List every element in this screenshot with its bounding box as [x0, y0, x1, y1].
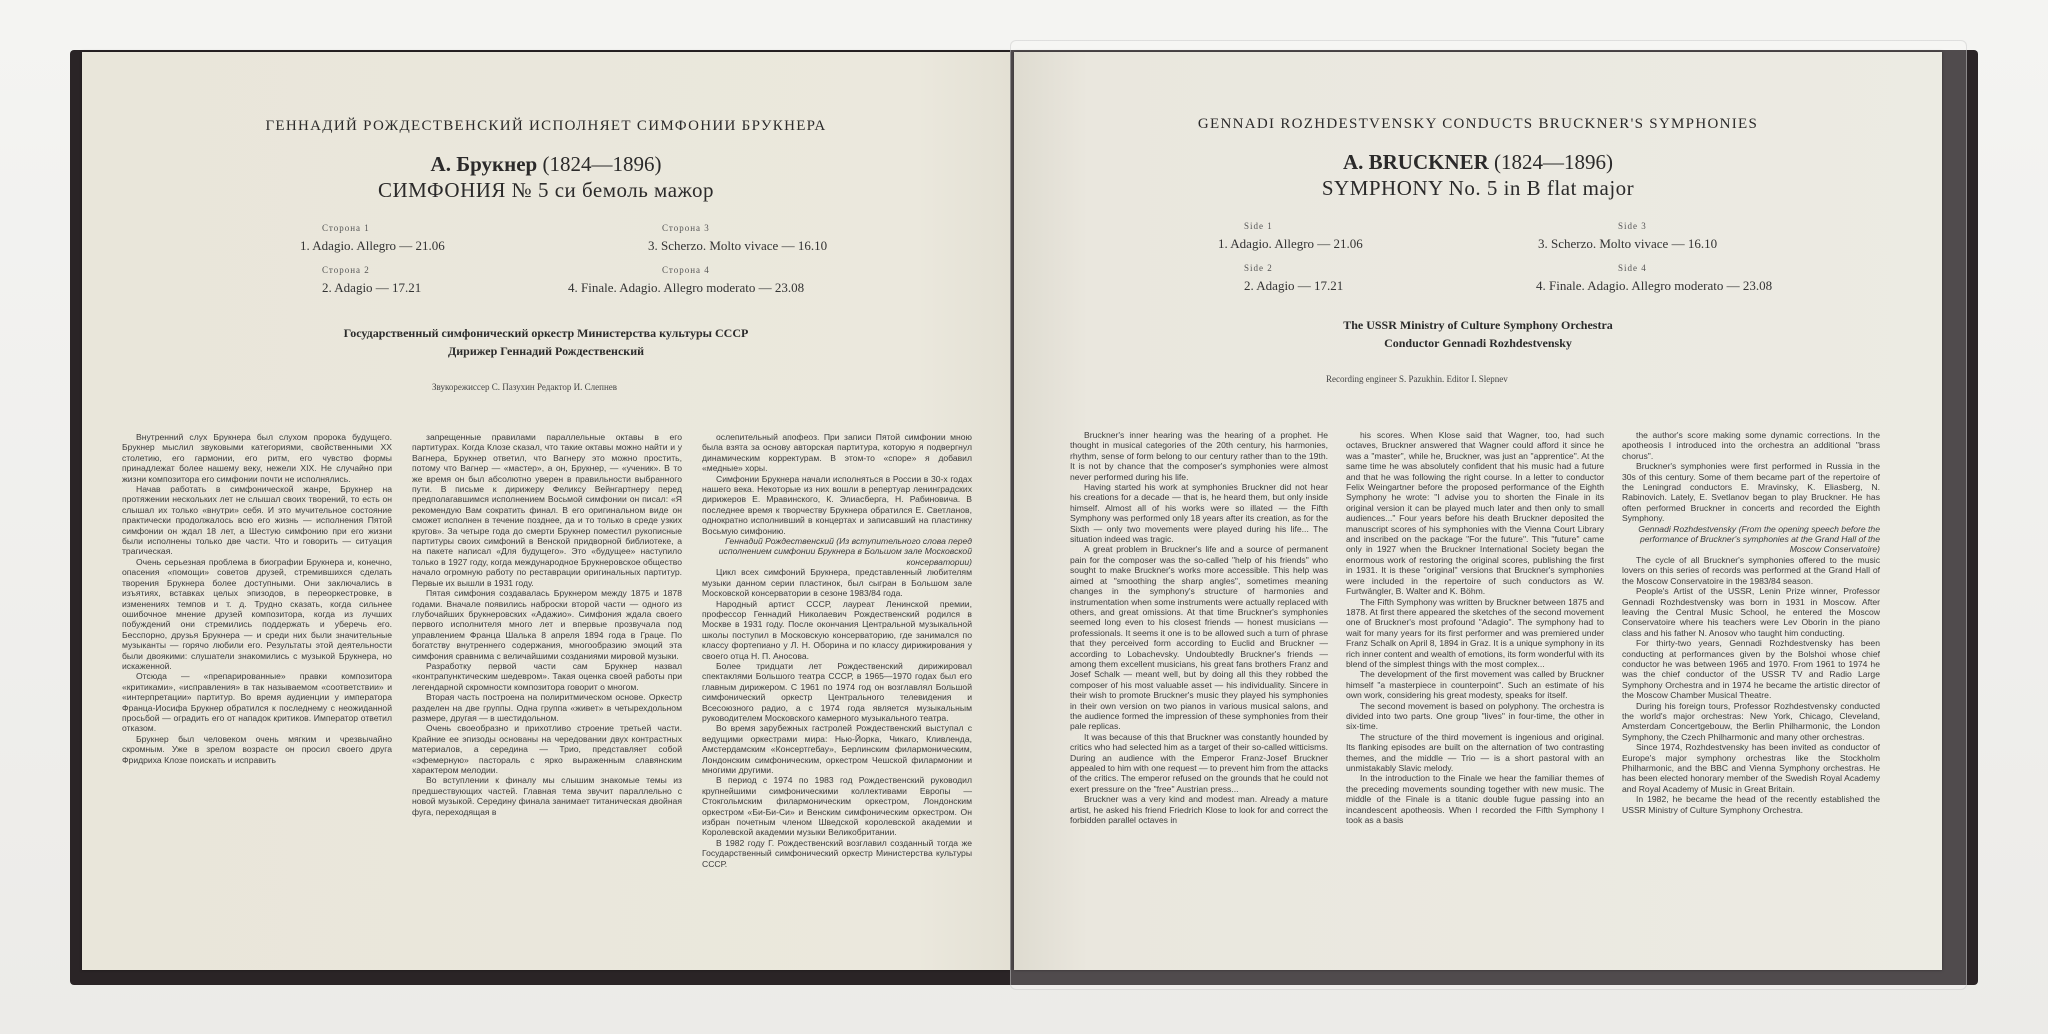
side-4-label: Сторона 4 — [662, 265, 710, 275]
side-1-label: Side 1 — [1244, 221, 1273, 231]
movement-4: 4. Finale. Adagio. Allegro moderato — 23.08 — [568, 280, 805, 295]
paragraph: The structure of the third movement is ingenious and original. Its flanking episodes are built on the alternation of two contrasting themes, and the middle — Trio — is a short pastoral with an unmistakably Slavic melody. — [1346, 731, 1604, 773]
paragraph: В 1982 году Г. Рождественский возглавил созданный тогда же Государственный симфонический оркестр Министерства культуры СССР. — [702, 837, 972, 869]
symphony-title: SYMPHONY No. 5 in B flat major — [1321, 176, 1635, 200]
paragraph: Цикл всех симфоний Брукнера, представленный любителям музыки данном серии пластинок, был сыгран в Большом зале Московской консерватории в сезоне 1983/84 года. — [702, 567, 972, 599]
liner-notes-column-1 — [1070, 430, 1328, 950]
liner-notes-column-2 — [412, 432, 682, 952]
paragraph: Очень своеобразно и прихотливо строение третьей части. Крайние ее эпизоды основаны на чередовании двух контрастных материалов, а середина — Трио, представляет собой «эфемерную» пастораль с ярко выраженным славянским характером мелодии. — [412, 723, 682, 775]
paragraph: In the introduction to the Finale we hear the familiar themes of the preceding movements sounding together with new music. The middle of the Finale is a titanic double fugue passing into an incandescent apotheosis. When I recorded the Fifth Symphony I took as a basis — [1346, 773, 1604, 826]
paragraph: It was because of this that Bruckner was constantly hounded by critics who had selected him as a target of their so-called witticisms. During an audience with the Emperor Franz-Josef Bruckner appealed to him with one request — to prevent him from the attacks of the critics. The emperor refused on the grounds that he could not exert pressure on the "free" Austrian press... — [1070, 731, 1328, 794]
liner-notes-column-3 — [702, 432, 972, 952]
movement-1: 1. Adagio. Allegro — 21.06 — [1218, 236, 1363, 251]
symphony-title: СИМФОНИЯ № 5 си бемоль мажор — [377, 178, 714, 202]
left-page-russian — [82, 52, 1010, 970]
orchestra-name: Государственный симфонический оркестр Министерства культуры СССР — [343, 326, 749, 340]
paragraph: Более тридцати лет Рождественский дирижировал спектаклями Большого театра СССР, в 1965—1970 годах был его главным дирижером. С 1961 по 1974 год он возглавлял Большой симфонический оркестр Центрального телевидения и Всесоюзного радио, а с 1974 года является музыкальным руководителем Московского камерного музыкального театра. — [702, 660, 972, 723]
paragraph: The Fifth Symphony was written by Bruckner between 1875 and 1878. At first there appeared the sketches of the second movement one of Bruckner's most profound "Adagio". The symphony had to wait for many years for its first performer and was premiered under Franz Schalk on April 8, 1894 in Graz. It is a unique symphony in its rich inner content and wealth of emotions, its form wonderful with its blend of the simplest things with the most complex... — [1346, 596, 1604, 669]
side-3-label: Side 3 — [1618, 221, 1647, 231]
paragraph: The development of the first movement was called by Bruckner himself "a masterpiece in counterpoint". Such an estimate of his own work, considering his great modesty, speaks for itself. — [1346, 669, 1604, 701]
paragraph: In 1982, he became the head of the recently established the USSR Ministry of Culture Symphony Orchestra. — [1622, 794, 1880, 815]
paragraph: ослепительный апофеоз. При записи Пятой симфонии мною была взята за основу авторская партитура, которую я подвергнул динамическим корректурам. В этом-то «споре» я добавил «медные» хоры. — [702, 432, 972, 474]
conductor-name: Conductor Gennadi Rozhdestvensky — [1384, 336, 1572, 350]
side-2-label: Сторона 2 — [322, 265, 370, 275]
paragraph: Начав работать в симфонической жанре, Брукнер на протяжении нескольких лет не слышал своих творений, то есть он слышал их только «внутри» себя. И это мучительное состояние практически продолжалось всю его жизнь — исполнения Пятой симфонии он ждал 18 лет, а Шестую симфонию при его жизни были исполнены только две части. Что и говорить — ситуация трагическая. — [122, 484, 392, 557]
movement-4: 4. Finale. Adagio. Allegro moderato — 23.08 — [1536, 278, 1773, 293]
paragraph: For thirty-two years, Gennadi Rozhdestvensky has been conducting at performances given by the Bolshoi whose chief conductor he was between 1965 and 1970. From 1961 to 1974 he was the chief conductor of the USSR TV and Radio Large Symphony Orchestra and in 1974 he became the artistic director of the Moscow Chamber Musical Theatre. — [1622, 638, 1880, 701]
paragraph: his scores. When Klose said that Wagner, too, had such octaves, Bruckner answered that Wagner could afford it since he was a "master", while he, Bruckner, was just an "apprentice". At the same time he was absolutely confident that his music had a future and that he was following the right course. In a letter to conductor Felix Weingartner before the proposed performance of the Eighth Symphony he wrote: "I advise you to shorten the Finale in its original version it can be played much later and then only to small audiences..." Four years before his death Bruckner deposited the manuscript scores of his symphonies with the Vienna Court Library and inscribed on the package "For the future". This "future" came only in 1927 when the Bruckner International Society began the enormous work of restoring the original scores, publishing the first in 1931. It is these "original" versions that Bruckner's symphonies were included in the repertoire of such conductors as W. Furtwängler, B. Walter and K. Böhm. — [1346, 430, 1604, 597]
side-3-label: Сторона 3 — [662, 223, 710, 233]
paragraph: Вторая часть построена на полиритмическом основе. Оркестр разделен на две группы. Одна группа «живет» в четырехдольном размере, другая — в шестидольном. — [412, 692, 682, 723]
conductor-name: Дирижер Геннадий Рождественский — [447, 344, 645, 358]
side-1-label: Сторона 1 — [322, 223, 370, 233]
movement-1: 1. Adagio. Allegro — 21.06 — [300, 238, 445, 253]
signature-note: Gennadi Rozhdestvensky (From the opening speech before the performance of Bruckner's symphonies at the Grand Hall of the Moscow Conservatoire) — [1638, 523, 1880, 555]
paragraph: Отсюда — «препарированные» правки композитора «критиками», «исправления» в так называемом «соответствии» и «интерпретации» партитур. Во время аудиенции у императора Франца-Иосифа Брукнер обратился к последнему с неожиданной просьбой — оградить его от нападок критиков. Император ответил отказом. — [122, 671, 392, 734]
paragraph: Bruckner's symphonies were first performed in Russia in the 30s of this century. Some of them became part of the repertoire of the Leningrad conductors E. Mravinsky, K. Eliasberg, N. Rabinovich. Lately, E. Svetlanov began to play Bruckner. He has often performed Bruckner in concerts and recorded the Eighth Symphony. — [1622, 461, 1880, 524]
series-title: ГЕННАДИЙ РОЖДЕСТВЕНСКИЙ ИСПОЛНЯЕТ СИМФОНИИ БРУКНЕРА — [265, 118, 827, 134]
movement-3: 3. Scherzo. Molto vivace — 16.10 — [1538, 236, 1718, 251]
paragraph: The cycle of all Bruckner's symphonies offered to the music lovers on this series of records was performed at the Grand Hall of the Moscow Conservatoire in the 1983/84 season. — [1622, 554, 1880, 586]
paragraph: Since 1974, Rozhdestvensky has been invited as conductor of Europe's major symphony orchestras like the Stockholm Philharmonic, and the BBC and Vienna Symphony orchestras. He has been elected honorary member of the Swedish Royal Academy and Royal Academy of Music in Great Britain. — [1622, 742, 1880, 794]
paragraph: Разработку первой части сам Брукнер назвал «контрапунктическим шедевром». Такая оценка своей работы при легендарной скромности композитора говорит о многом. — [412, 660, 682, 692]
paragraph: Симфонии Брукнера начали исполняться в России в 30-х годах нашего века. Некоторые из них вошли в репертуар ленинградских дирижеров Е. Мравинского, К. Элиасберга, Н. Рабиновича. В последнее время к творчеству Брукнера обратился Е. Светланов, однократно исполнивший в концертах и записавший на пластинку Восьмую симфонию. — [702, 473, 972, 536]
liner-notes-column-1 — [122, 432, 392, 952]
paragraph: The second movement is based on polyphony. The orchestra is divided into two parts. One group "lives" in four-time, the other in six-time. — [1346, 700, 1604, 732]
paragraph: Bruckner's inner hearing was the hearing of a prophet. He thought in musical categories of the 20th century, his harmonies, rhythm, sense of form belong to our century rather than to the 19th. It is not by chance that the composer's symphonies were almost never performed during his life. — [1070, 430, 1328, 482]
composer-name: А. Брукнер — [430, 152, 538, 176]
recording-credits: Recording engineer S. Pazukhin. Editor I. Slepnev — [1326, 374, 1508, 384]
paragraph: Пятая симфония создавалась Брукнером между 1875 и 1878 годами. Вначале появились наброски второй части — одного из глубочайших брукнеровских «Адажио». Симфония ждала своего первого исполнителя много лет и впервые прозвучала под управлением Франца Шалька 8 апреля 1894 года в Граце. По богатству внутреннего содержания, многообразию эмоций эта симфония сравнима с величайшими созданиями мировой музыки. — [412, 588, 682, 661]
paragraph: People's Artist of the USSR, Lenin Prize winner, Professor Gennadi Rozhdestvensky was born in 1931 in Moscow. After leaving the Central Music School, he entered the Moscow Conservatoire where his teachers were Lev Oborin in the piano class and his father N. Anosov who taught him conducting. — [1622, 586, 1880, 638]
paragraph: the author's score making some dynamic corrections. In the apotheosis I introduced into the orchestra an additional "brass chorus". — [1622, 430, 1880, 461]
signature-note: Геннадий Рождественский (Из вступительного слова перед исполнением симфонии Брукнера в Большом зале Московской консерватории) — [718, 536, 972, 567]
paragraph: A great problem in Bruckner's life and a source of permanent pain for the composer was the so-called "help of his friends" who sought to make Bruckner's works more accessible. This help was aimed at "smoothing the sharp angles", sometimes meaning changes in the symphony's structure of harmonies and instrumentation when some instruments were actually replaced with others, and great omissions. At that time Bruckner's symphonies seemed long even to his closest friends — honest musicians — professionals. It seems it one is to be allowed such a turn of phrase that they perceived form according to Euclid and Bruckner — according to Lobachevsky. Undoubtedly Bruckner's friends — among them excellent musicians, his great fans brothers Franz and Josef Schalk — meant well, but by doing all this they robbed the composer of his most valuable asset — his individuality. Sincere in their wish to promote Bruckner's music they played his symphonies in their own version on two pianos in various musical salons, and the audience formed the impression of these symphonies from their pale replicas. — [1070, 544, 1328, 732]
composer-line — [82, 152, 1010, 177]
paragraph: Народный артист СССР, лауреат Ленинской премии, профессор Геннадий Николаевич Рождественский родился в Москве в 1931 году. После окончания Центральной музыкальной школы поступил в Московскую консерваторию, где занимался по классу фортепиано у Л. Н. Оборина и по классу дирижирования у своего отца Н. П. Аносова. — [702, 598, 972, 661]
orchestra-name: The USSR Ministry of Culture Symphony Orchestra — [1343, 318, 1613, 332]
paragraph: During his foreign tours, Professor Rozhdestvensky conducted the world's major orchestras: New York, Chicago, Cleveland, Amsterdam Concertgebouw, the Berlin Philharmonic, the London Symphony, the Czech Philharmonic and many other orchestras. — [1622, 700, 1880, 742]
side-2-label: Side 2 — [1244, 263, 1273, 273]
paragraph: Очень серьезная проблема в биографии Брукнера и, конечно, опасения «помощи» советов друзей, стремившихся сделать творения Брукнера более доступными. Они заключались в изъятиях, вставках целых эпизодов, в переоркестровке, в изменениях темпов и т. д. Трудно сказать, когда сильнее ошибочное мнение друзей композитора, когда из лучших побуждений они стремились поддержать и уберечь его. Бесспорно, друзья Брукнера — и среди них были значительные музыканты — горячо любили его. Результаты этой деятельности были двоякими: слушатели знакомились с музыкой Брукнера, но искаженной. — [122, 556, 392, 671]
paragraph: Во вступлении к финалу мы слышим знакомые темы из предшествующих частей. Главная тема звучит параллельно с новой музыкой. Середину финала занимает титаническая двойная фуга, переходящая в — [412, 775, 682, 817]
paragraph: Внутренний слух Брукнера был слухом пророка будущего. Брукнер мыслил звуковыми категориями, свойственными XX столетию, его гармонии, его ритм, его чувство формы принадлежат более нашему веку, нежели XIX. Не случайно при жизни композитора его симфонии почти не исполнялись. — [122, 432, 392, 484]
composer-line — [1014, 150, 1942, 175]
composer-years: (1824—1896) — [1494, 150, 1614, 174]
liner-notes-column-2 — [1346, 430, 1604, 950]
right-page-english — [1014, 52, 1942, 970]
paragraph: Having started his work at symphonies Bruckner did not hear his creations for a decade — that is, he heard them, but only inside himself. Almost all of his works were so illated — the Fifth Symphony was performed only 18 years after its creation, as for the Sixth — only two movements were played during his life... The situation indeed was tragic. — [1070, 482, 1328, 545]
paragraph: Брукнер был человеком очень мягким и чрезвычайно скромным. Уже в зрелом возрасте он просил своего друга Фридриха Клозе поискать и исправить — [122, 733, 392, 765]
movement-3: 3. Scherzo. Molto vivace — 16.10 — [648, 238, 828, 253]
recording-credits: Звукорежиссер С. Пазухин Редактор И. Слепнев — [432, 382, 618, 392]
composer-years: (1824—1896) — [542, 152, 662, 176]
liner-notes-column-3 — [1622, 430, 1880, 950]
movement-2: 2. Adagio — 17.21 — [322, 280, 422, 295]
paragraph: запрещенные правилами параллельные октавы в его партитурах. Когда Клозе сказал, что такие октавы можно найти и у Вагнера, Брукнер ответил, что Вагнеру это можно простить, потому что Вагнер — «мастер», а он, Брукнер, — «ученик». В то же время он был абсолютно уверен в правильности выбранного пути. В письме к дирижеру Феликсу Вейнгартнеру перед предполагавшимся исполнением Восьмой симфонии он писал: «Я рекомендую Вам сократить финал. В его оригинальном виде он сможет исполнен в течение позднее, да и то только в среде узких кругов». За четыре года до смерти Брукнер поместил рукописные партитуры своих симфоний в Венской придворной библиотеке, а на пакете написал «Для будущего». Это «будущее» наступило только в 1927 году, когда международное Брукнеровское общество начало огромную работу по реставрации оригинальных партитур. Первые их вышли в 1931 году. — [412, 432, 682, 588]
side-4-label: Side 4 — [1618, 263, 1647, 273]
series-title: GENNADI ROZHDESTVENSKY CONDUCTS BRUCKNER'S SYMPHONIES — [1197, 116, 1759, 132]
movement-2: 2. Adagio — 17.21 — [1244, 278, 1344, 293]
paragraph: В период с 1974 по 1983 год Рождественский руководил крупнейшими симфоническими коллективами Европы — Стокгольмским филармоническим оркестром, Лондонским оркестром «Би-Би-Си» и Венским симфоническим оркестром. Он избран почетным членом Шведской королевской академии и Королевской академии музыки Великобритании. — [702, 775, 972, 838]
composer-name: A. BRUCKNER — [1342, 150, 1489, 174]
paragraph: Bruckner was a very kind and modest man. Already a mature artist, he asked his friend Friedrich Klose to look for and correct the forbidden parallel octaves in — [1070, 794, 1328, 826]
paragraph: Во время зарубежных гастролей Рождественский выступал с ведущими оркестрами мира: Нью-Йорка, Чикаго, Кливленда, Амстердамским «Консертгебау», Берлинским филармоническим, Лондонским симфоническим, оркестром Чешской филармонии и многими другими. — [702, 723, 972, 775]
